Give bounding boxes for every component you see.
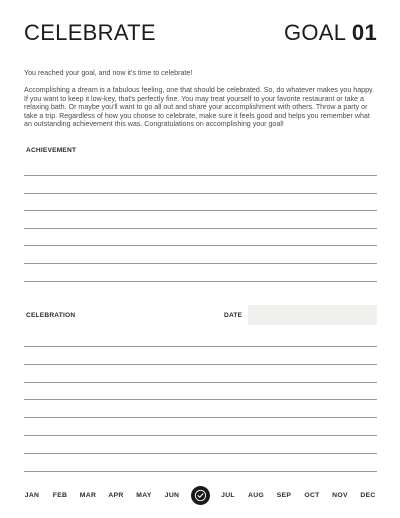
month-label: APR	[108, 491, 124, 499]
writing-line[interactable]	[24, 346, 377, 347]
date-label: DATE	[224, 312, 243, 319]
month-label: OCT	[304, 491, 320, 499]
date-field[interactable]	[248, 305, 377, 325]
writing-line[interactable]	[24, 228, 377, 229]
month-jul[interactable]	[214, 492, 242, 499]
writing-line[interactable]	[24, 417, 377, 418]
celebration-label: CELEBRATION	[26, 312, 76, 319]
writing-line[interactable]	[24, 364, 377, 365]
month-apr[interactable]	[102, 492, 130, 499]
goal-title	[284, 20, 377, 46]
month-label: MAR	[79, 491, 97, 499]
month-label: DEC	[360, 491, 376, 499]
writing-line[interactable]	[24, 471, 377, 472]
writing-line[interactable]	[24, 435, 377, 436]
month-label: NOV	[332, 491, 348, 499]
writing-line[interactable]	[24, 281, 377, 282]
month-may[interactable]	[130, 492, 158, 499]
month-jan[interactable]	[18, 492, 46, 499]
goal-label: GOAL	[283, 20, 346, 45]
writing-line[interactable]	[24, 399, 377, 400]
goal-number: 01	[351, 20, 377, 45]
writing-line[interactable]	[24, 193, 377, 194]
month-checked[interactable]	[186, 486, 214, 505]
month-selector	[18, 484, 382, 506]
month-label: AUG	[247, 491, 264, 499]
month-sep[interactable]	[270, 492, 298, 499]
month-label: SEP	[276, 491, 292, 499]
month-dec[interactable]	[354, 492, 382, 499]
page-header	[24, 20, 377, 46]
month-jun[interactable]	[158, 492, 186, 499]
writing-line[interactable]	[24, 210, 377, 211]
writing-line[interactable]	[24, 263, 377, 264]
body-text: Accomplishing a dream is a fabulous feeling, one that should be celebrated. So, do whatever makes you happy. If you want to keep it low-key, that's perfectly fine. You may treat yourself to your favorite restaurant or take a relaxing bath. Or maybe you'll want to go all out and share your accomplishment with others. Throw a party or take a trip. Regardless of how you choose to celebrate, make sure it feels good and helps you remember what an outstanding achievement this was. Congratulations on accomplishing your goal!	[24, 86, 375, 129]
month-mar[interactable]	[74, 492, 102, 499]
writing-line[interactable]	[24, 382, 377, 383]
month-label: JAN	[24, 491, 40, 499]
page-title: CELEBRATE	[24, 20, 156, 45]
month-aug[interactable]	[242, 492, 270, 499]
writing-line[interactable]	[24, 245, 377, 246]
month-label: MAY	[136, 491, 152, 499]
month-label: JUN	[164, 491, 180, 499]
month-oct[interactable]	[298, 492, 326, 499]
month-label: FEB	[52, 491, 68, 499]
month-label: JUL	[221, 491, 235, 499]
month-nov[interactable]	[326, 492, 354, 499]
achievement-label: ACHIEVEMENT	[26, 147, 77, 154]
writing-line[interactable]	[24, 453, 377, 454]
month-feb[interactable]	[46, 492, 74, 499]
intro-text: You reached your goal, and now it's time to celebrate!	[24, 69, 193, 77]
checkmark-icon	[191, 486, 210, 505]
writing-line[interactable]	[24, 175, 377, 176]
